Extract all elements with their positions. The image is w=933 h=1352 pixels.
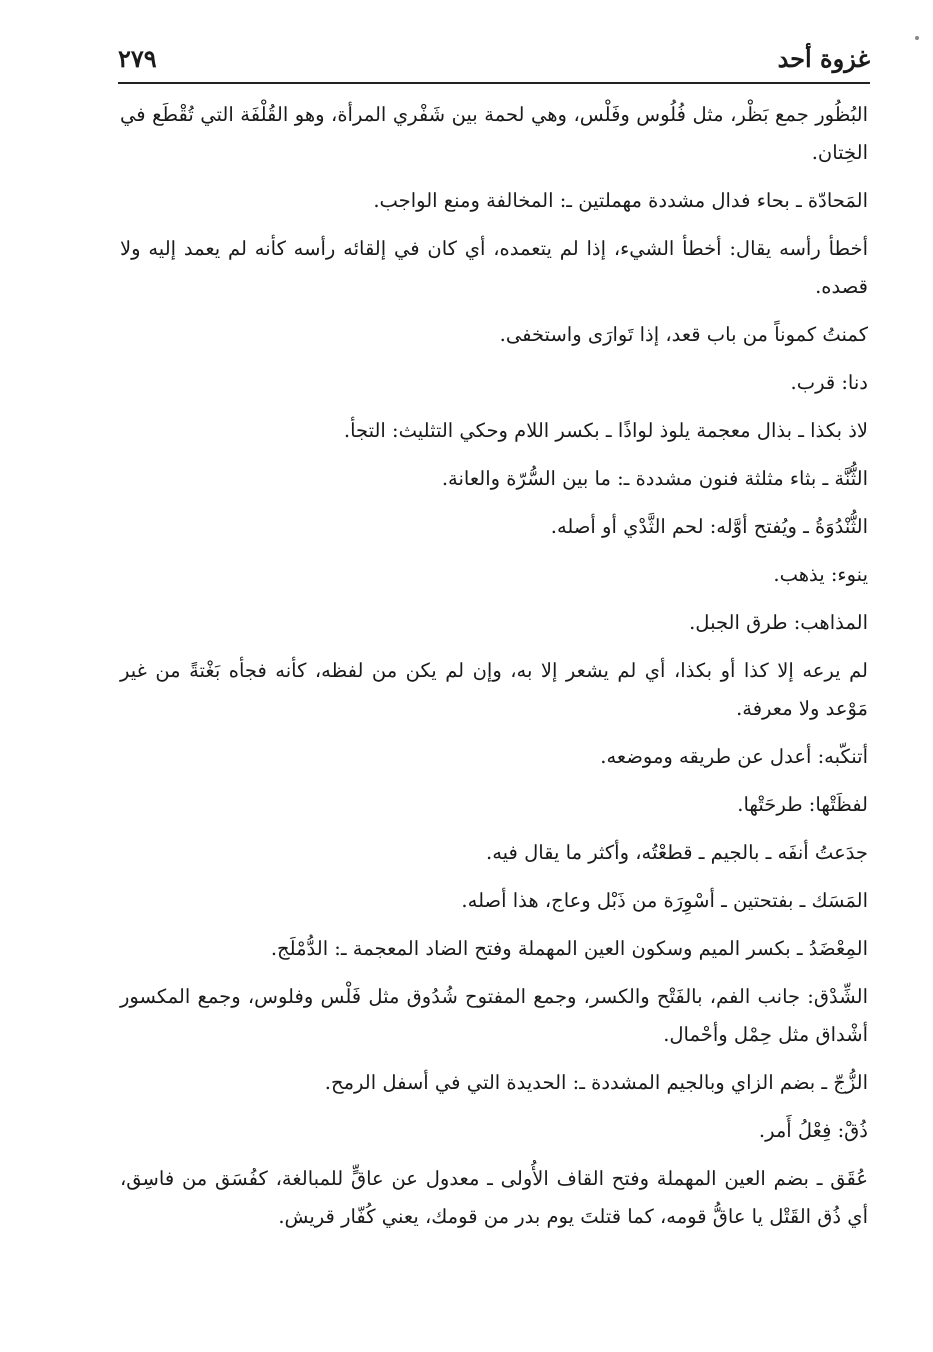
- glossary-entry: لم يرعه إلا كذا أو بكذا، أي لم يشعر إلا به، وإن لم يكن من لفظه، كأنه فجأه بَغْتةً من غير مَوْعد ولا معرفة.: [120, 659, 868, 720]
- glossary-entry: لاذ بكذا ـ بذال معجمة يلوذ لواذًا ـ بكسر اللام وحكي التثليث: التجأ.: [343, 419, 868, 442]
- running-title: غزوة أحد: [777, 44, 870, 73]
- glossary-entry: ينوء: يذهب.: [773, 563, 868, 586]
- glossary-entry: البُظُور جمع بَظْر، مثل فُلُوس وفَلْس، وهي لحمة بين شَفْري المرأة، وهو القُلْفَة التي تُقْطَع في الخِتان.: [120, 103, 868, 164]
- glossary-entry: كمنتُ كموناً من باب قعد، إذا تَوارَى واستخفى.: [499, 323, 868, 346]
- glossary-entry: الثُّنَّة ـ بثاء مثلثة فنون مشددة ـ: ما بين السُّرّة والعانة.: [441, 467, 868, 490]
- page-header: [118, 40, 870, 80]
- glossary-entry: دنا: قرب.: [790, 371, 868, 394]
- glossary-entry: المَسَك ـ بفتحتين ـ أسْوِرَة من ذَبْل وعاج، هذا أصله.: [461, 889, 868, 912]
- glossary-entry: لفظَتْها: طرحَتْها.: [737, 793, 868, 816]
- header-rule: [118, 82, 870, 84]
- glossary-entry: أخطأ رأسه يقال: أخطأ الشيء، إذا لم يتعمده، أي كان في إلقائه رأسه كأنه لم يعمد إليه ولا قصده.: [120, 237, 868, 298]
- glossary-entry: المَحادّة ـ بحاء فدال مشددة مهملتين ـ: المخالفة ومنع الواجب.: [373, 189, 868, 212]
- glossary-body: [120, 96, 868, 1246]
- glossary-entry: المِعْضَدُ ـ بكسر الميم وسكون العين المهملة وفتح الضاد المعجمة ـ: الدُّمْلَج.: [270, 937, 868, 960]
- scan-speck: [915, 36, 919, 40]
- glossary-entry: الشِّدْق: جانب الفم، بالفَتْح والكسر، وجمع المفتوح شُدُوق مثل فَلْس وفلوس، وجمع المكسور أشْداق مثل حِمْل وأحْمال.: [120, 985, 868, 1046]
- page-number: ٢٧٩: [118, 44, 157, 73]
- glossary-entry: عُقَق ـ بضم العين المهملة وفتح القاف الأُولى ـ معدول عن عاقٍّ للمبالغة، كفُسَق من فاسِق، أي ذُق القَتْل يا عاقُّ قومه، كما قتلتَ يوم بدر من قومك، يعني كُفّار قريش.: [120, 1167, 868, 1228]
- glossary-entry: أتنكّبه: أعدل عن طريقه وموضعه.: [600, 745, 868, 768]
- glossary-entry: ذُقْ: فِعْلُ أَمر.: [758, 1119, 868, 1142]
- glossary-entry: الزُّجّ ـ بضم الزاي وبالجيم المشددة ـ: الحديدة التي في أسفل الرمح.: [324, 1071, 868, 1094]
- glossary-entry: جدَعتُ أنفَه ـ بالجيم ـ قطعْتُه، وأكثر ما يقال فيه.: [486, 841, 868, 864]
- glossary-entry: المذاهب: طرق الجبل.: [689, 611, 868, 634]
- glossary-entry: الثُّنْدُوَةُ ـ ويُفتح أوَّله: لحم الثَّدْي أو أصله.: [550, 515, 868, 538]
